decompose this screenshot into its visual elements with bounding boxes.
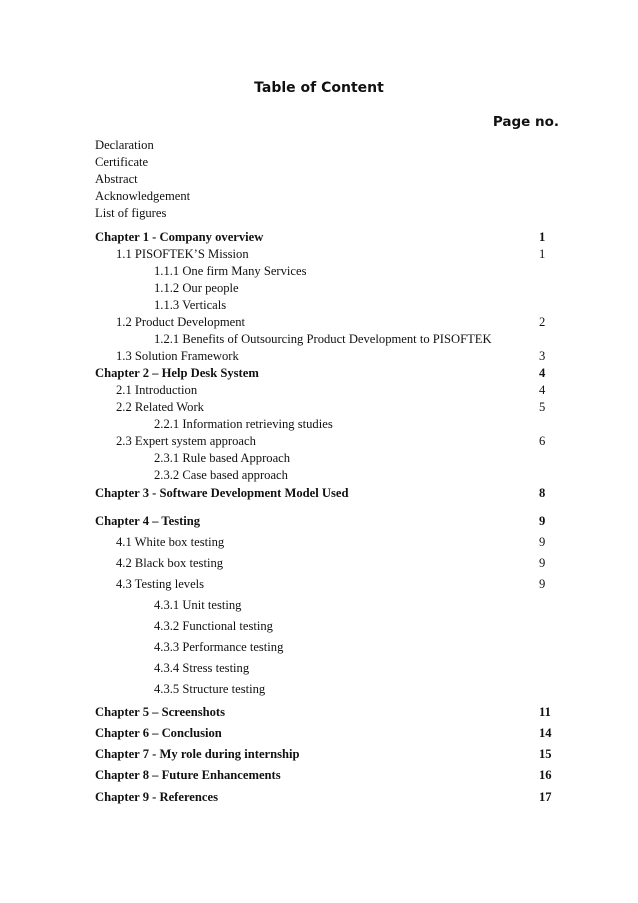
toc-entry-label: 2.3 Expert system approach [116,434,256,448]
toc-entry [0,485,638,502]
toc-entry [0,263,638,280]
toc-entry [0,399,638,416]
toc-entry-label: 4.1 White box testing [116,535,225,549]
toc-entry-label: Chapter 1 - Company overview [95,230,264,244]
toc-entry [0,382,638,399]
toc-entry-page-number: 1 [539,230,546,244]
toc-entry-page-number: 8 [539,486,546,500]
page-number-header: Page no. [492,114,559,130]
toc-entry [0,205,638,222]
toc-entry-label: 2.2.1 Information retrieving studies [154,417,333,431]
toc-entry [0,331,638,348]
toc-entry-label: 2.2 Related Work [116,400,204,414]
toc-entry [0,171,638,188]
toc-entry [0,137,638,154]
toc-entry-page-number: 6 [539,434,546,448]
toc-entry [0,297,638,314]
toc-entry-page-number: 5 [539,400,546,414]
toc-entry-label: 1.3 Solution Framework [116,349,239,363]
toc-entry [0,467,638,484]
toc-entry-label: 1.2.1 Benefits of Outsourcing Product Development to PISOFTEK [154,332,492,346]
toc-entry-label: 1.1.3 Verticals [154,298,227,312]
toc-entry-label: 1.2 Product Development [116,315,246,329]
toc-entry-label: Chapter 4 – Testing [95,514,201,528]
toc-entry [0,188,638,205]
toc-entry [0,450,638,467]
toc-entry-page-number: 4 [539,366,546,380]
toc-entry-page-number: 15 [539,747,552,761]
toc-entry-page-number: 9 [539,577,546,591]
toc-entry-label: 4.3 Testing levels [116,577,205,591]
toc-entry-label: 4.3.4 Stress testing [154,661,250,675]
toc-entry-page-number: 9 [539,556,546,570]
toc-entry-page-number: 4 [539,383,546,397]
toc-entry [0,365,638,382]
toc-entry-label: 4.3.5 Structure testing [154,682,266,696]
toc-entry-label: 2.1 Introduction [116,383,198,397]
toc-entry-label: Acknowledgement [95,189,191,203]
toc-entry-label: Chapter 8 – Future Enhancements [95,768,281,782]
toc-entry [0,348,638,365]
toc-entry-page-number: 9 [539,514,546,528]
toc-entry [0,618,638,635]
toc-entry-label: 1.1.1 One firm Many Services [154,264,307,278]
toc-entry [0,704,638,721]
toc-entry-label: Chapter 3 - Software Development Model Used [95,486,349,500]
toc-entry [0,576,638,593]
toc-entry [0,555,638,572]
toc-entry-label: 2.3.1 Rule based Approach [154,451,291,465]
toc-entry-label: 1.1 PISOFTEK’S Mission [116,247,249,261]
toc-entry-page-number: 16 [539,768,552,782]
toc-title: Table of Content [254,80,384,96]
toc-entry [0,534,638,551]
toc-entry [0,639,638,656]
toc-entry-label: Chapter 9 - References [95,790,218,804]
toc-entry [0,280,638,297]
toc-entry [0,154,638,171]
toc-entry-label: 1.1.2 Our people [154,281,239,295]
toc-entry-label: 4.3.1 Unit testing [154,598,242,612]
toc-entry-label: Chapter 7 - My role during internship [95,747,300,761]
toc-entry-page-number: 9 [539,535,546,549]
toc-entry [0,746,638,763]
toc-entry [0,246,638,263]
toc-entry-label: Chapter 6 – Conclusion [95,726,222,740]
toc-entry [0,681,638,698]
toc-entry-page-number: 1 [539,247,546,261]
toc-entry [0,314,638,331]
toc-entry-page-number: 3 [539,349,546,363]
toc-entry-label: 4.3.3 Performance testing [154,640,284,654]
toc-entry-page-number: 17 [539,790,552,804]
toc-entry [0,229,638,246]
toc-entry-label: Abstract [95,172,138,186]
toc-entry-label: 4.2 Black box testing [116,556,224,570]
toc-entry [0,513,638,530]
toc-entry-label: Chapter 2 – Help Desk System [95,366,259,380]
toc-entry [0,725,638,742]
toc-entry [0,789,638,806]
toc-entry-page-number: 2 [539,315,546,329]
toc-entry [0,597,638,614]
toc-entry-label: Chapter 5 – Screenshots [95,705,226,719]
toc-entry [0,433,638,450]
toc-entry [0,767,638,784]
toc-entry-label: List of figures [95,206,167,220]
toc-entry-label: Certificate [95,155,149,169]
toc-entry [0,416,638,433]
toc-entry [0,660,638,677]
toc-entry-label: 4.3.2 Functional testing [154,619,273,633]
toc-entry-label: Declaration [95,138,154,152]
toc-entry-page-number: 14 [539,726,552,740]
toc-entry-label: 2.3.2 Case based approach [154,468,288,482]
toc-entry-page-number: 11 [539,705,551,719]
